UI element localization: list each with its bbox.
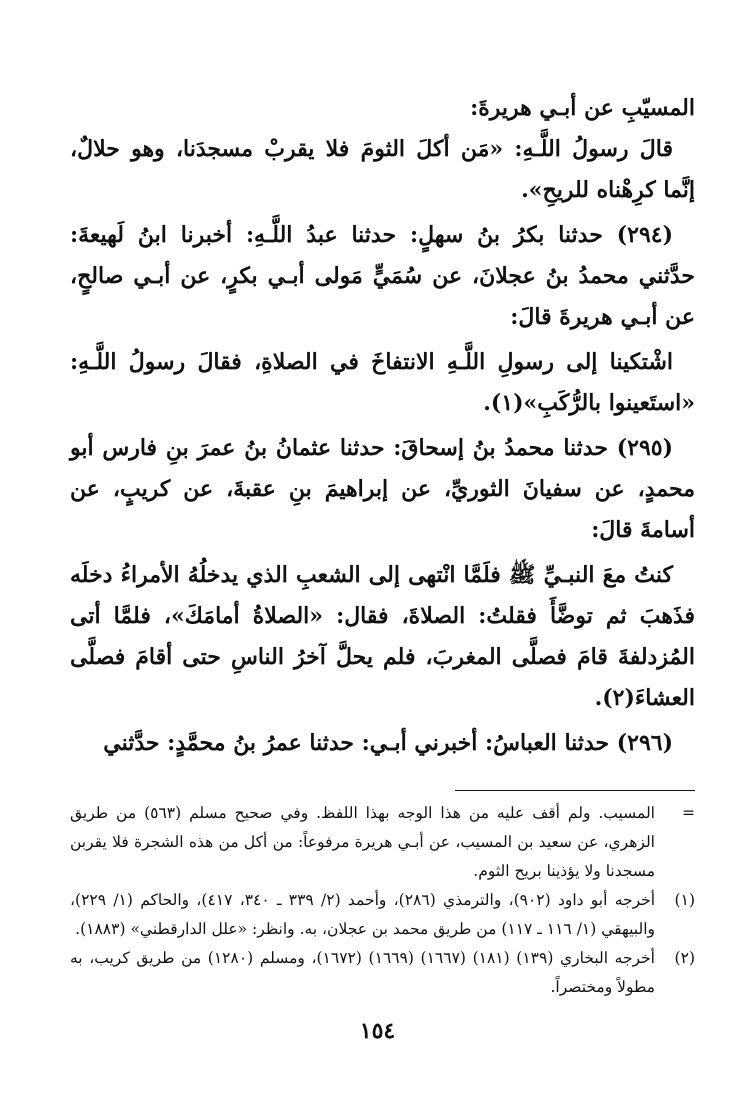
paragraph-2: قالَ رسولُ اللَّـهِ: «مَن أكلَ الثومَ فلا يقربْ مسجدَنا، وهو حلالٌ، إنَّما كرِهْناه للريحِ». — [70, 136, 695, 203]
paragraph-4: اشْتكينا إلى رسولِ اللَّـهِ الانتفاخَ في الصلاةِ، فقالَ رسولُ اللَّـهِ: «استَعينوا بالرُّكَبِ»(١). — [70, 349, 695, 416]
paragraph-6: كنتُ معَ النبـيِّ ﷺ فلَمَّا انْتهى إلى الشعبِ الذي يدخلُهُ الأمراءُ دخلَه فذَهبَ ثم توضَّأَ فقلتُ: الصلاةَ، فقال: «الصلاةُ أمامَكَ»، فلمَّا أتى المُزدلفةَ قامَ فصلَّى المغربَ، فلم يحلَّ آخرُ الناسِ حتى أقامَ فصلَّى العشاءَ(٢). — [70, 562, 695, 711]
footnote-text: أخرجه أبو داود (٩٠٢)، والترمذي (٢٨٦)، وأحمد (٢/ ٣٣٩ ـ ٣٤٠، ٤١٧)، والحاكم (١/ ٢٢٩)، والبيهقي (١/ ١١٦ ـ ١١٧) من طريق محمد بن عجلان، به. وانظر: «علل الدارقطني» (١٨٨٣). — [70, 891, 656, 938]
footnote-1 — [70, 886, 695, 944]
footnote-marker: (٢) — [674, 949, 695, 967]
footnote-continuation — [70, 799, 695, 886]
page-number: ١٥٤ — [359, 1018, 396, 1044]
footnote-text: المسيب. ولم أقف عليه من هذا الوجه بهذا اللفظ. وفي صحيح مسلم (٥٦٣) من طريق الزهري، عن سعيد بن المسيب، عن أبـي هريرة مرفوعاً: من أكل من هذه الشجرة فلا يقربن مسجدنا ولا يؤذينا بريح الثوم. — [70, 804, 655, 880]
paragraph-1: المسيّبِ عن أبـي هريرةَ: — [470, 95, 695, 121]
footnote-marker: (١) — [674, 891, 695, 909]
footnote-text: أخرجه البخاري (١٣٩) (١٨١) (١٦٦٧) (١٦٦٩) (١٦٧٢)، ومسلم (١٢٨٠) من طريق كريب، به مطولاً ومختصراً. — [70, 949, 655, 996]
footnote-divider — [455, 790, 695, 791]
paragraph-7: (٢٩٦) حدثنا العباسُ: أخبرني أبـي: حدثنا عمرُ بنُ محمَّدٍ: حدَّثني — [103, 730, 673, 756]
paragraph-5: (٢٩٥) حدثنا محمدُ بنُ إسحاقَ: حدثنا عثمانُ بنُ عمرَ بنِ فارس أبو محمدٍ، عن سفيانَ الثوريِّ، عن إبراهيمَ بنِ عقبةَ، عن كريبٍ، عن أسامةَ قالَ: — [70, 435, 695, 543]
book-page — [70, 88, 695, 1002]
main-text — [70, 88, 695, 764]
footnote-2 — [70, 944, 695, 1002]
footnotes — [70, 799, 695, 1002]
paragraph-3: (٢٩٤) حدثنا بكرُ بنُ سهلٍ: حدثنا عبدُ اللَّـهِ: أخبرنا ابنُ لَهيعةَ: حدَّثني محمدُ بنُ عجلانَ، عن سُمَيٍّ مَولى أبـي بكرٍ، عن أبـي صالحٍ، عن أبـي هريرةَ قالَ: — [70, 222, 695, 330]
footnote-marker: = — [682, 804, 695, 822]
